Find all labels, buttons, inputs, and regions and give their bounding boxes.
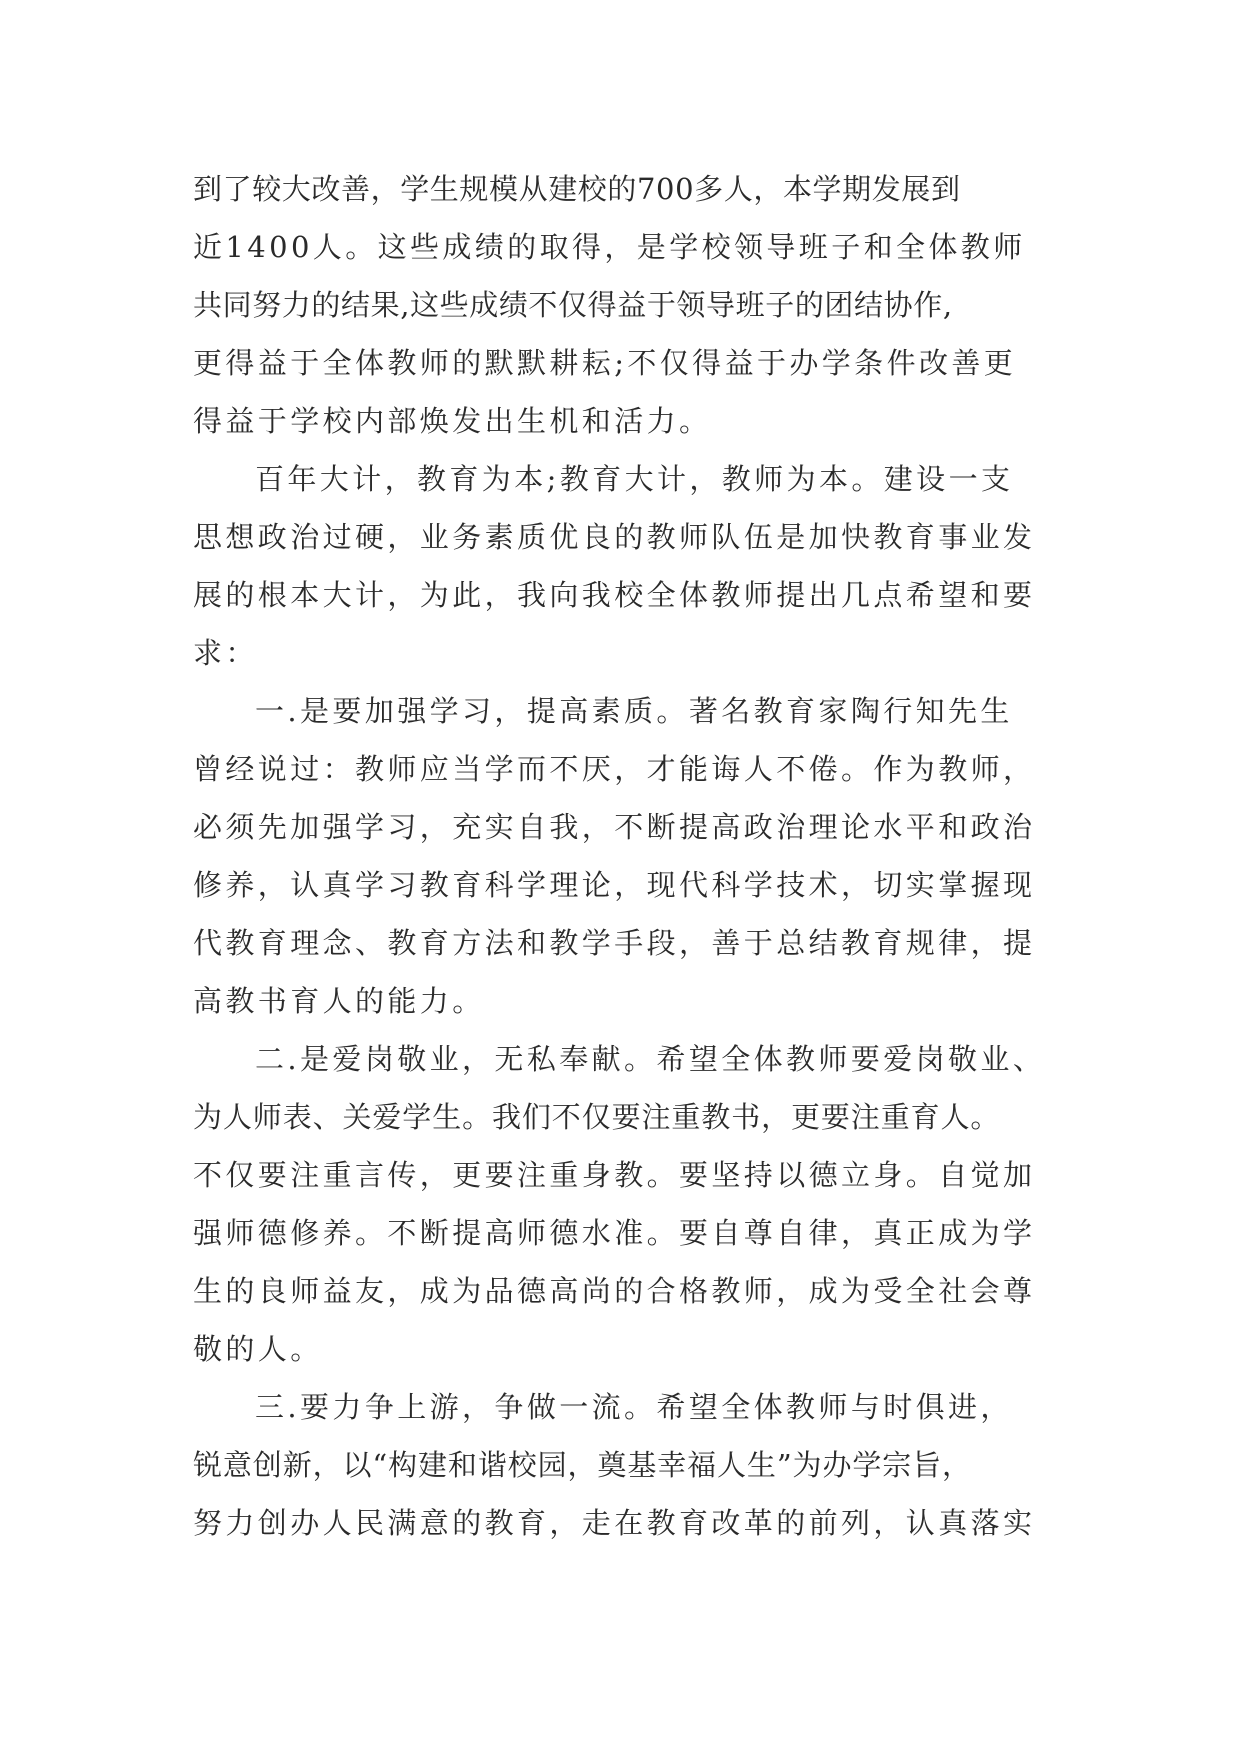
- text-line: 为人师表、关爱学生。我们不仅要注重教书，更要注重育人。: [193, 1100, 1001, 1134]
- text-line: 更得益于全体教师的默默耕耘;不仅得益于办学条件改善更: [193, 346, 1017, 380]
- text-line: 代教育理念、教育方法和教学手段，善于总结教育规律，提: [193, 926, 1036, 960]
- text-line: 共同努力的结果,这些成绩不仅得益于领导班子的团结协作,: [193, 288, 953, 322]
- text-line: 曾经说过：教师应当学而不厌，才能诲人不倦。作为教师，: [193, 752, 1036, 786]
- text-line: 强师德修养。不断提高师德水准。要自尊自律，真正成为学: [193, 1216, 1036, 1250]
- text-line: 高教书育人的能力。: [193, 984, 485, 1018]
- text-line: 修养，认真学习教育科学理论，现代科学技术，切实掌握现: [193, 868, 1036, 902]
- text-line: 敬的人。: [193, 1332, 323, 1366]
- paragraph-start-line: 二.是爱岗敬业，无私奉献。希望全体教师要爱岗敬业、: [255, 1042, 1046, 1076]
- text-line: 近1400人。这些成绩的取得，是学校领导班子和全体教师: [193, 230, 1026, 264]
- paragraph-start-line: 三.要力争上游，争做一流。希望全体教师与时俱进，: [255, 1390, 1013, 1424]
- text-line: 锐意创新，以“构建和谐校园，奠基幸福人生”为办学宗旨，: [193, 1448, 972, 1482]
- text-line: 不仅要注重言传，更要注重身教。要坚持以德立身。自觉加: [193, 1158, 1036, 1192]
- text-line: 必须先加强学习，充实自我，不断提高政治理论水平和政治: [193, 810, 1036, 844]
- document-body: [193, 160, 1093, 1552]
- text-line: 展的根本大计，为此，我向我校全体教师提出几点希望和要: [193, 578, 1036, 612]
- text-line: 得益于学校内部焕发出生机和活力。: [193, 404, 712, 438]
- text-line: 努力创办人民满意的教育，走在教育改革的前列，认真落实: [193, 1506, 1036, 1540]
- text-line: 求：: [193, 636, 258, 670]
- text-line: 到了较大改善，学生规模从建校的700多人，本学期发展到: [193, 172, 961, 206]
- text-line: 生的良师益友，成为品德高尚的合格教师，成为受全社会尊: [193, 1274, 1036, 1308]
- paragraph-start-line: 百年大计，教育为本;教育大计，教师为本。建设一支: [255, 462, 1014, 496]
- paragraph-start-line: 一.是要加强学习，提高素质。著名教育家陶行知先生: [255, 694, 1013, 728]
- text-line: 思想政治过硬，业务素质优良的教师队伍是加快教育事业发: [193, 520, 1036, 554]
